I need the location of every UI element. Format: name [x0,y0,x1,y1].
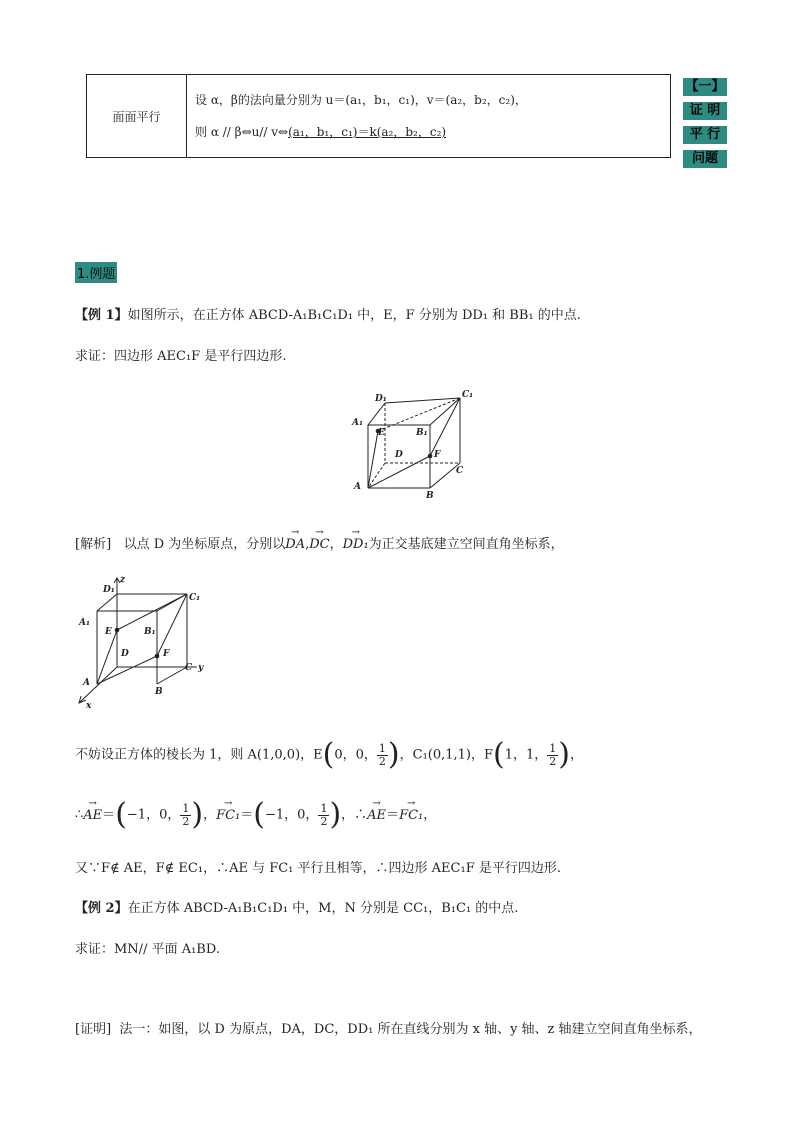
vector-fc1-vals: −1，0， [265,807,319,823]
analysis-label: [解析] [75,537,112,552]
cube-figure-2 [75,572,215,710]
coords-line: 不妨设正方体的棱长为 1，则 A(1,0,0)，E(0，0， $\frac{1}{2}$ )，C₁(0,1,1)，F(1，1， $\frac{1}{2}$ )， [75,737,584,772]
vector-AE: → AE [367,808,386,823]
label-E: E [105,627,112,637]
vector-FC1: → FC₁ [399,808,423,823]
segment-FC1 [157,594,187,656]
label-E: E [378,428,385,438]
side-tag-2: 证 明 [683,102,727,120]
analysis-line: [解析] 以点 D 为坐标原点，分别以→ DA,→ DC，→ DD₁为正交基底建立空间直角坐标系， [75,533,564,552]
example2-label: 【例 2】 [75,901,128,916]
example2-prove: 求证：MN// 平面 A₁BD. [75,942,220,957]
coords-pre: 不妨设正方体的棱长为 1，则 A(1,0,0)，E [75,747,323,763]
fraction-half: $\frac{1}{2}$ [182,801,190,828]
label-B: B [426,491,434,500]
vectors-line: ∴→ AE＝(−1，0， $\frac{1}{2}$ )，→ FC₁＝(−1，0， $\frac{1}{2}$ )，∴→ AE＝→ FC₁， [75,800,436,830]
table-line-2-prefix: 则 α // β⇔u// v⇔ [195,125,289,139]
fraction-half: $\frac{1}{2}$ [378,741,386,768]
label-y: y [198,663,204,673]
proof-line [75,1018,702,1037]
coords-e-vals: 0，0， [334,747,377,763]
vector-ae-vals: −1，0， [126,807,181,823]
definition-table [86,74,671,158]
label-z: z [120,575,126,585]
section-title: 1.例题 [75,262,117,283]
example1-statement [75,304,581,323]
side-tag-3: 平 行 [683,126,727,144]
label-D: D [395,450,403,460]
example2-statement [75,897,518,916]
label-B: B [155,687,163,697]
label-D1: D₁ [375,394,387,404]
fraction-half: $\frac{1}{2}$ [320,801,328,828]
label-C: C [185,663,193,673]
label-B1: B₁ [416,428,428,438]
analysis-pre: 以点 D 为坐标原点，分别以 [123,537,286,552]
example2-text: 在正方体 ABCD-A₁B₁C₁D₁ 中，M，N 分别是 CC₁，B₁C₁ 的中点. [127,901,519,916]
label-D1: D₁ [103,585,115,595]
label-A1: A₁ [79,618,90,628]
label-C: C [456,466,464,476]
label-B1: B₁ [144,627,156,637]
vector-AE: → AE [83,808,102,823]
label-A: A [83,678,90,688]
label-x: x [86,701,92,710]
point-E [115,628,120,633]
vector-DC: → DC [309,537,329,552]
label-F: F [434,450,441,460]
edge-A1D1 [368,403,385,425]
side-tag-1: 【一】 [683,78,727,96]
point-F [155,654,160,659]
vector-DD1: → DD₁ [343,537,369,552]
segment-AF [368,456,430,488]
label-C1: C₁ [189,593,201,603]
label-D: D [121,649,129,659]
label-A: A [354,482,361,492]
coords-c1: ，C₁(0,1,1)，F [399,747,494,763]
example1-label: 【例 1】 [75,308,128,323]
vector-DA: → DA [285,537,305,552]
edge-C1B1 [430,398,460,425]
example1-prove: 求证：四边形 AEC₁F 是平行四边形. [75,349,287,364]
analysis-post: 为正交基底建立空间直角坐标系， [368,537,564,552]
side-tag-4: 问题 [683,150,727,168]
conclusion-line: 又∵F∉ AE，F∉ EC₁，∴AE 与 FC₁ 平行且相等，∴四边形 AEC₁F 是平行四边形. [75,861,561,876]
edge-A1D1 [97,594,117,611]
cube-figure-1 [345,385,480,500]
proof-text: 法一：如图，以 D 为原点，DA，DC，DD₁ 所在直线分别为 x 轴、y 轴、z 轴建立空间直角坐标系， [119,1022,702,1037]
example1-text: 如图所示，在正方体 ABCD-A₁B₁C₁D₁ 中，E，F 分别为 DD₁ 和 BB₁ 的中点. [127,308,581,323]
fraction-half: $\frac{1}{2}$ [549,741,557,768]
proof-label: [证明] [75,1022,112,1037]
segment-EC1 [117,594,187,630]
vector-FC1: → FC₁ [216,808,240,823]
table-line-1: 设 α，β的法向量分别为 u＝(a₁，b₁，c₁)，v＝(a₂，b₂，c₂)， [195,93,527,107]
label-A1: A₁ [352,418,363,428]
point-F [428,454,433,459]
segment-AE [368,431,378,488]
table-line-2-formula: (a₁，b₁，c₁)＝k(a₂，b₂，c₂) [288,125,447,139]
label-C1: C₁ [462,390,474,400]
coords-f-vals: 1，1， [504,747,548,763]
edge-BC [157,667,187,684]
label-F: F [163,649,170,659]
table-row-label: 面面平行 [87,75,187,158]
table-line-2 [195,122,670,142]
table-row-content [187,75,671,158]
segment-FC1 [430,398,460,456]
